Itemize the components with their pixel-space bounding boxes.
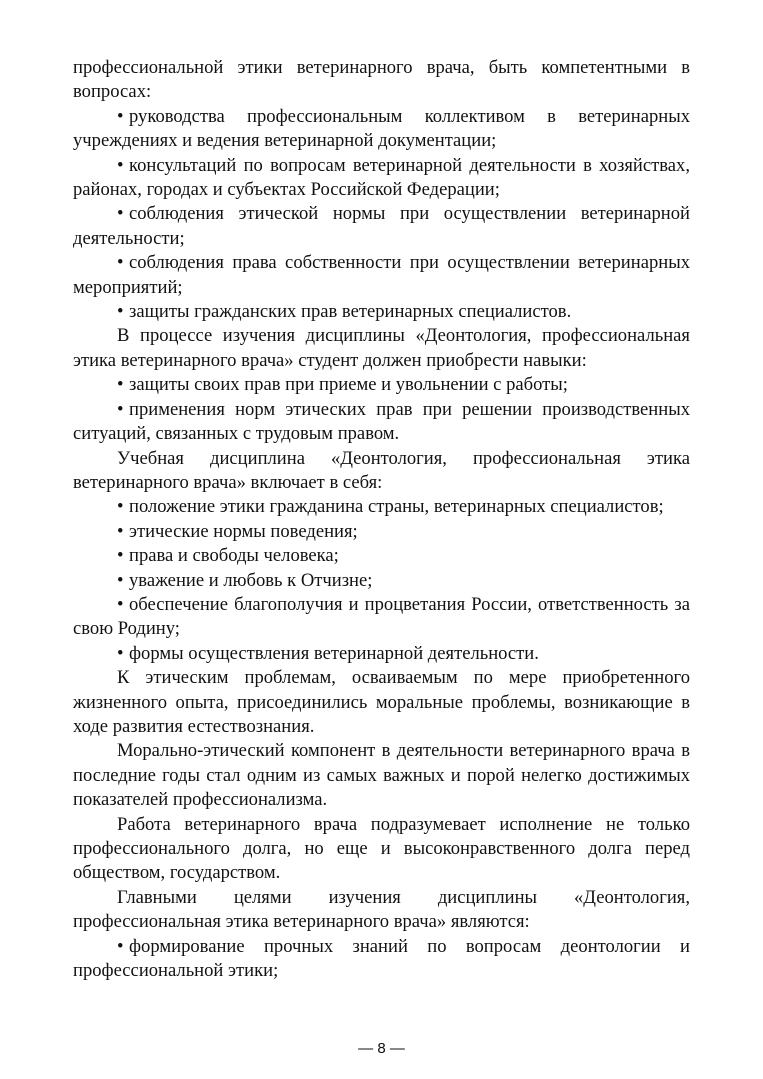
bullet-item	[73, 398, 690, 447]
paragraph: К этическим проблемам, осваиваемым по мере приобретенного жизненного опыта, присоединились моральные проблемы, возникающие в ходе развития естествознания.	[73, 667, 690, 737]
bullet-icon: •	[117, 520, 124, 542]
bullet-icon: •	[117, 301, 124, 323]
bullet-item	[73, 373, 690, 397]
bullet-icon: •	[117, 545, 124, 567]
paragraph: Главными целями изучения дисциплины «Деонтология, профессиональная этика ветеринарного врача» являются:	[73, 886, 690, 933]
paragraph: В процессе изучения дисциплины «Деонтология, профессиональная этика ветеринарного врача» студент должен приобрести навыки:	[73, 325, 690, 371]
bullet-item	[73, 544, 690, 568]
paragraph: Морально-этический компонент в деятельности ветеринарного врача в последние годы стал одним из самых важных и порой нелегко достижимых показателей профессионализма.	[73, 740, 690, 811]
bullet-text: формы осуществления ветеринарной деятельности.	[129, 642, 539, 664]
bullet-item	[73, 154, 690, 203]
bullet-item	[73, 202, 690, 251]
bullet-icon: •	[117, 496, 124, 518]
bullet-icon: •	[117, 642, 124, 664]
paragraph: Учебная дисциплина «Деонтология, профессиональная этика ветеринарного врача» включает в себя:	[73, 447, 690, 493]
paragraph: Работа ветеринарного врача подразумевает исполнение не только профессионального долга, но еще и высоконравственного долга перед обществом, государством.	[73, 813, 690, 884]
bullet-icon: •	[117, 935, 124, 957]
bullet-item	[73, 593, 690, 642]
bullet-text: консультаций по вопросам ветеринарной деятельности в хозяйствах, районах, городах и субъектах Российской Федерации;	[73, 154, 690, 201]
bullet-text: уважение и любовь к Отчизне;	[129, 569, 373, 591]
bullet-icon: •	[117, 569, 124, 591]
bullet-text: обеспечение благополучия и процветания России, ответственность за свою Родину;	[73, 593, 690, 640]
bullet-icon: •	[117, 252, 124, 274]
bullet-item	[73, 105, 690, 154]
bullet-item	[73, 520, 690, 544]
bullet-icon: •	[117, 105, 124, 127]
bullet-text: защиты своих прав при приеме и увольнении с работы;	[129, 374, 568, 396]
paragraph-continuation: профессиональной этики ветеринарного врача, быть компетентными в вопросах:	[73, 57, 690, 103]
page-number: — 8 —	[358, 1040, 405, 1057]
bullet-icon: •	[117, 154, 124, 176]
bullet-icon: •	[117, 203, 124, 225]
bullet-text: этические нормы поведения;	[129, 520, 358, 542]
bullet-text: соблюдения этической нормы при осуществлении ветеринарной деятельности;	[73, 203, 690, 249]
bullet-text: права и свободы человека;	[129, 545, 339, 567]
bullet-text: соблюдения права собственности при осуществлении ветеринарных мероприятий;	[73, 252, 690, 298]
bullet-icon: •	[117, 593, 124, 615]
bullet-item	[73, 569, 690, 593]
bullet-text: формирование прочных знаний по вопросам деонтологии и профессиональной этики;	[73, 935, 690, 982]
bullet-item	[73, 300, 690, 324]
bullet-icon: •	[117, 398, 124, 420]
bullet-item	[73, 495, 690, 519]
bullet-item	[73, 935, 690, 984]
bullet-item	[73, 251, 690, 300]
bullet-text: руководства профессиональным коллективом в ветеринарных учреждениях и ведения ветеринарной документации;	[73, 105, 690, 152]
bullet-text: положение этики гражданина страны, ветеринарных специалистов;	[129, 496, 664, 518]
bullet-text: защиты гражданских прав ветеринарных специалистов.	[129, 301, 572, 323]
bullet-item	[73, 642, 690, 666]
bullet-text: применения норм этических прав при решении производственных ситуаций, связанных с трудовым правом.	[73, 398, 690, 445]
bullet-icon: •	[117, 374, 124, 396]
page-body	[73, 56, 690, 983]
